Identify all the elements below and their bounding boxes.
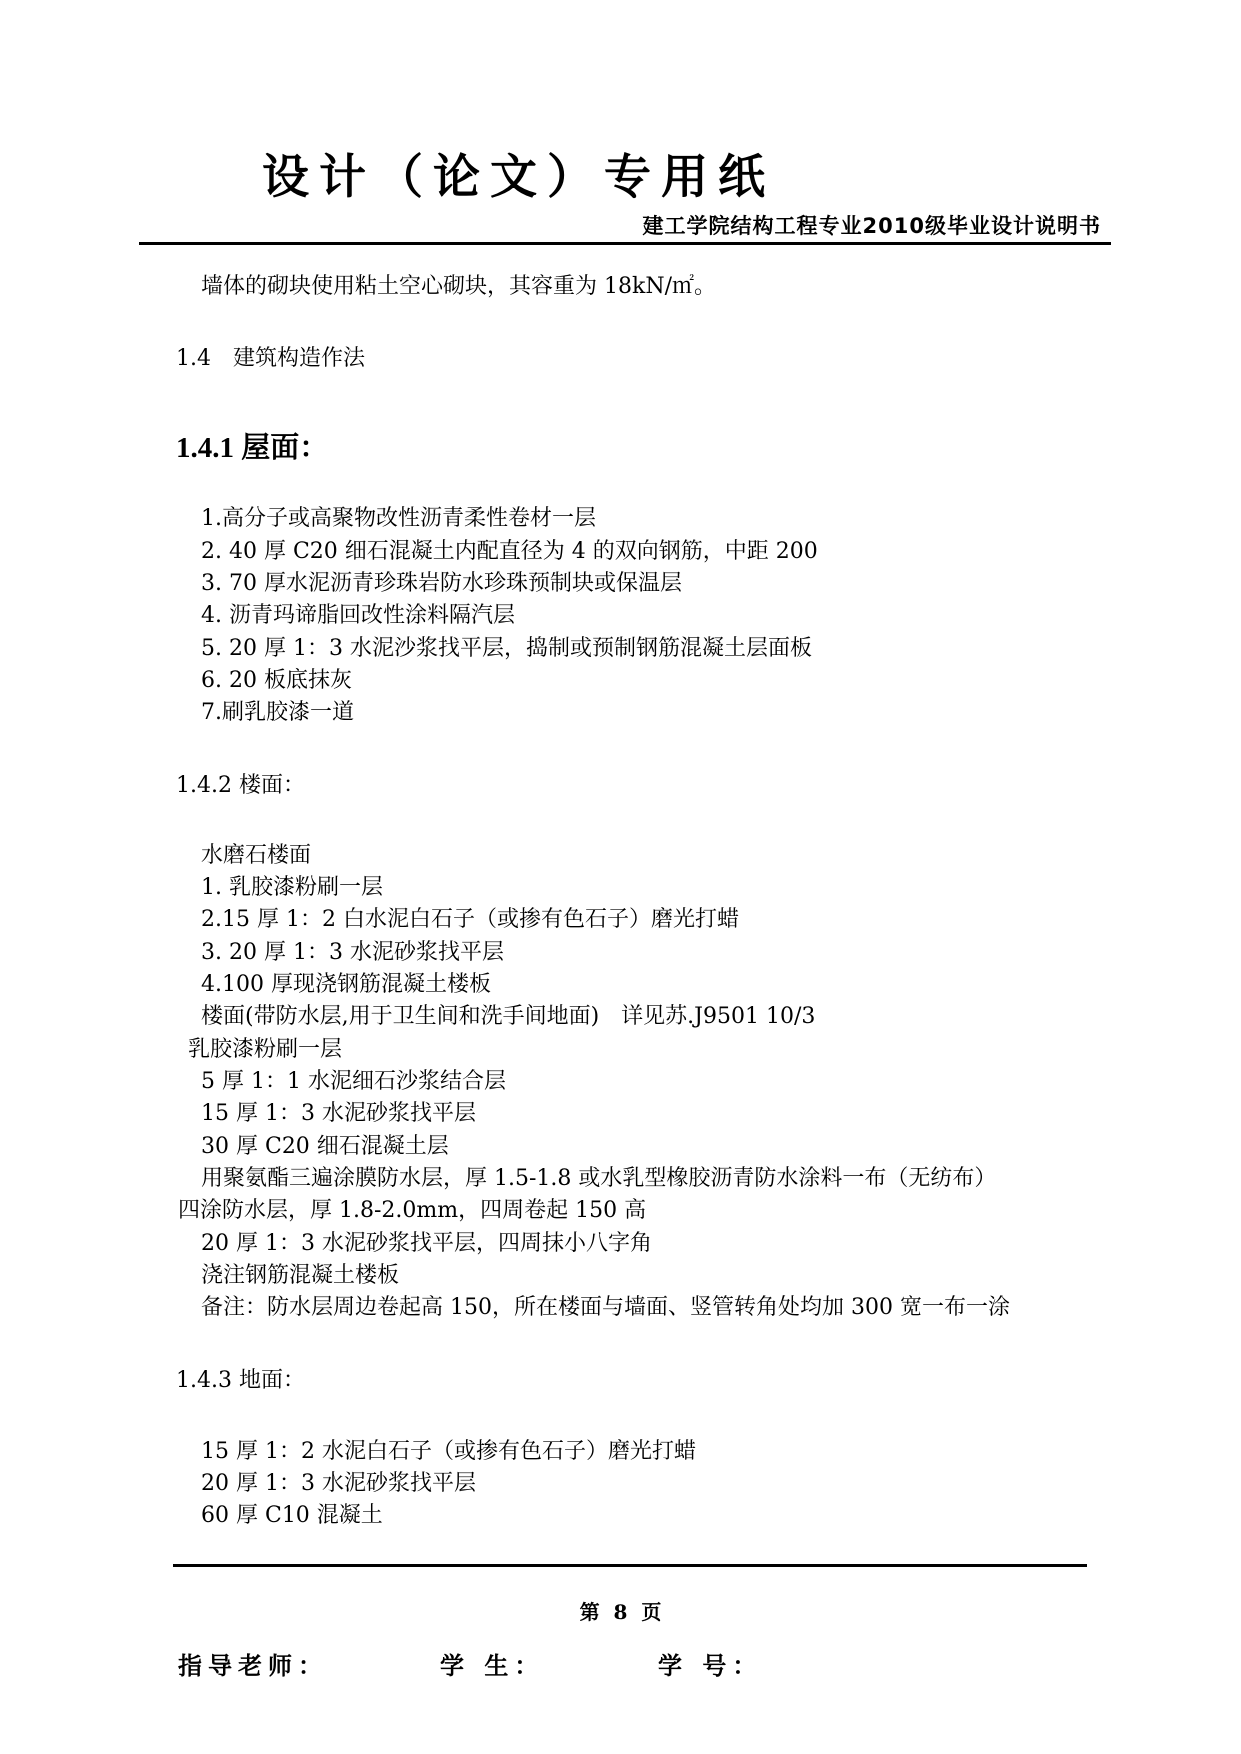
header-subtitle: 建工学院结构工程专业2010级毕业设计说明书 xyxy=(642,214,1101,238)
footer-divider xyxy=(173,1564,1087,1567)
paper-title: 设计（论文）专用纸 xyxy=(262,150,775,205)
floor-line: 水磨石楼面 xyxy=(201,843,312,868)
roof-item: 3. 70 厚水泥沥青珍珠岩防水珍珠预制块或保温层 xyxy=(201,571,682,596)
advisor-label: 指导老师： xyxy=(178,1652,328,1680)
section-heading-1-4-1: 1.4.1 屋面： xyxy=(176,432,329,464)
intro-paragraph: 墙体的砌块使用粘土空心砌块，其容重为 18kN/㎡。 xyxy=(201,274,716,299)
floor-line: 1. 乳胶漆粉刷一层 xyxy=(201,875,383,900)
section-heading-1-4: 1.4 建筑构造作法 xyxy=(176,346,365,371)
roof-item: 4. 沥青玛谛脂回改性涂料隔汽层 xyxy=(201,603,515,628)
section-heading-1-4-2: 1.4.2 楼面： xyxy=(176,773,305,798)
floor-line: 四涂防水层，厚 1.8-2.0mm，四周卷起 150 高 xyxy=(178,1198,647,1223)
page-number: 第 8 页 xyxy=(579,1600,662,1624)
roof-item: 2. 40 厚 C20 细石混凝土内配直径为 4 的双向钢筋，中距 200 xyxy=(201,539,818,564)
floor-line: 2.15 厚 1：2 白水泥白石子（或掺有色石子）磨光打蜡 xyxy=(201,907,739,932)
section-heading-1-4-3: 1.4.3 地面： xyxy=(176,1368,305,1393)
floor-line: 20 厚 1：3 水泥砂浆找平层，四周抹小八字角 xyxy=(201,1231,652,1256)
floor-line: 5 厚 1：1 水泥细石沙浆结合层 xyxy=(201,1069,506,1094)
floor-line: 30 厚 C20 细石混凝土层 xyxy=(201,1134,449,1159)
roof-item: 6. 20 板底抹灰 xyxy=(201,668,352,693)
student-id-label: 学 号： xyxy=(658,1652,763,1680)
floor-line: 备注：防水层周边卷起高 150，所在楼面与墙面、竖管转角处均加 300 宽一布一涂 xyxy=(201,1295,1010,1320)
roof-item: 5. 20 厚 1：3 水泥沙浆找平层，捣制或预制钢筋混凝土层面板 xyxy=(201,636,812,661)
ground-item: 60 厚 C10 混凝土 xyxy=(201,1503,383,1528)
floor-line: 用聚氨酯三遍涂膜防水层，厚 1.5-1.8 或水乳型橡胶沥青防水涂料一布（无纺布） xyxy=(201,1166,997,1191)
header-divider xyxy=(139,242,1111,245)
floor-line: 浇注钢筋混凝土楼板 xyxy=(201,1263,400,1288)
floor-line: 乳胶漆粉刷一层 xyxy=(188,1037,343,1062)
roof-item: 1.高分子或高聚物改性沥青柔性卷材一层 xyxy=(201,506,596,531)
roof-item: 7.刷乳胶漆一道 xyxy=(201,700,354,725)
floor-line: 楼面(带防水层,用于卫生间和洗手间地面) 详见苏.J9501 10/3 xyxy=(201,1004,816,1029)
ground-item: 20 厚 1：3 水泥砂浆找平层 xyxy=(201,1471,476,1496)
student-label: 学 生： xyxy=(440,1652,545,1680)
floor-line: 15 厚 1：3 水泥砂浆找平层 xyxy=(201,1101,476,1126)
ground-item: 15 厚 1：2 水泥白石子（或掺有色石子）磨光打蜡 xyxy=(201,1439,696,1464)
floor-line: 4.100 厚现浇钢筋混凝土楼板 xyxy=(201,972,491,997)
floor-line: 3. 20 厚 1：3 水泥砂浆找平层 xyxy=(201,940,504,965)
